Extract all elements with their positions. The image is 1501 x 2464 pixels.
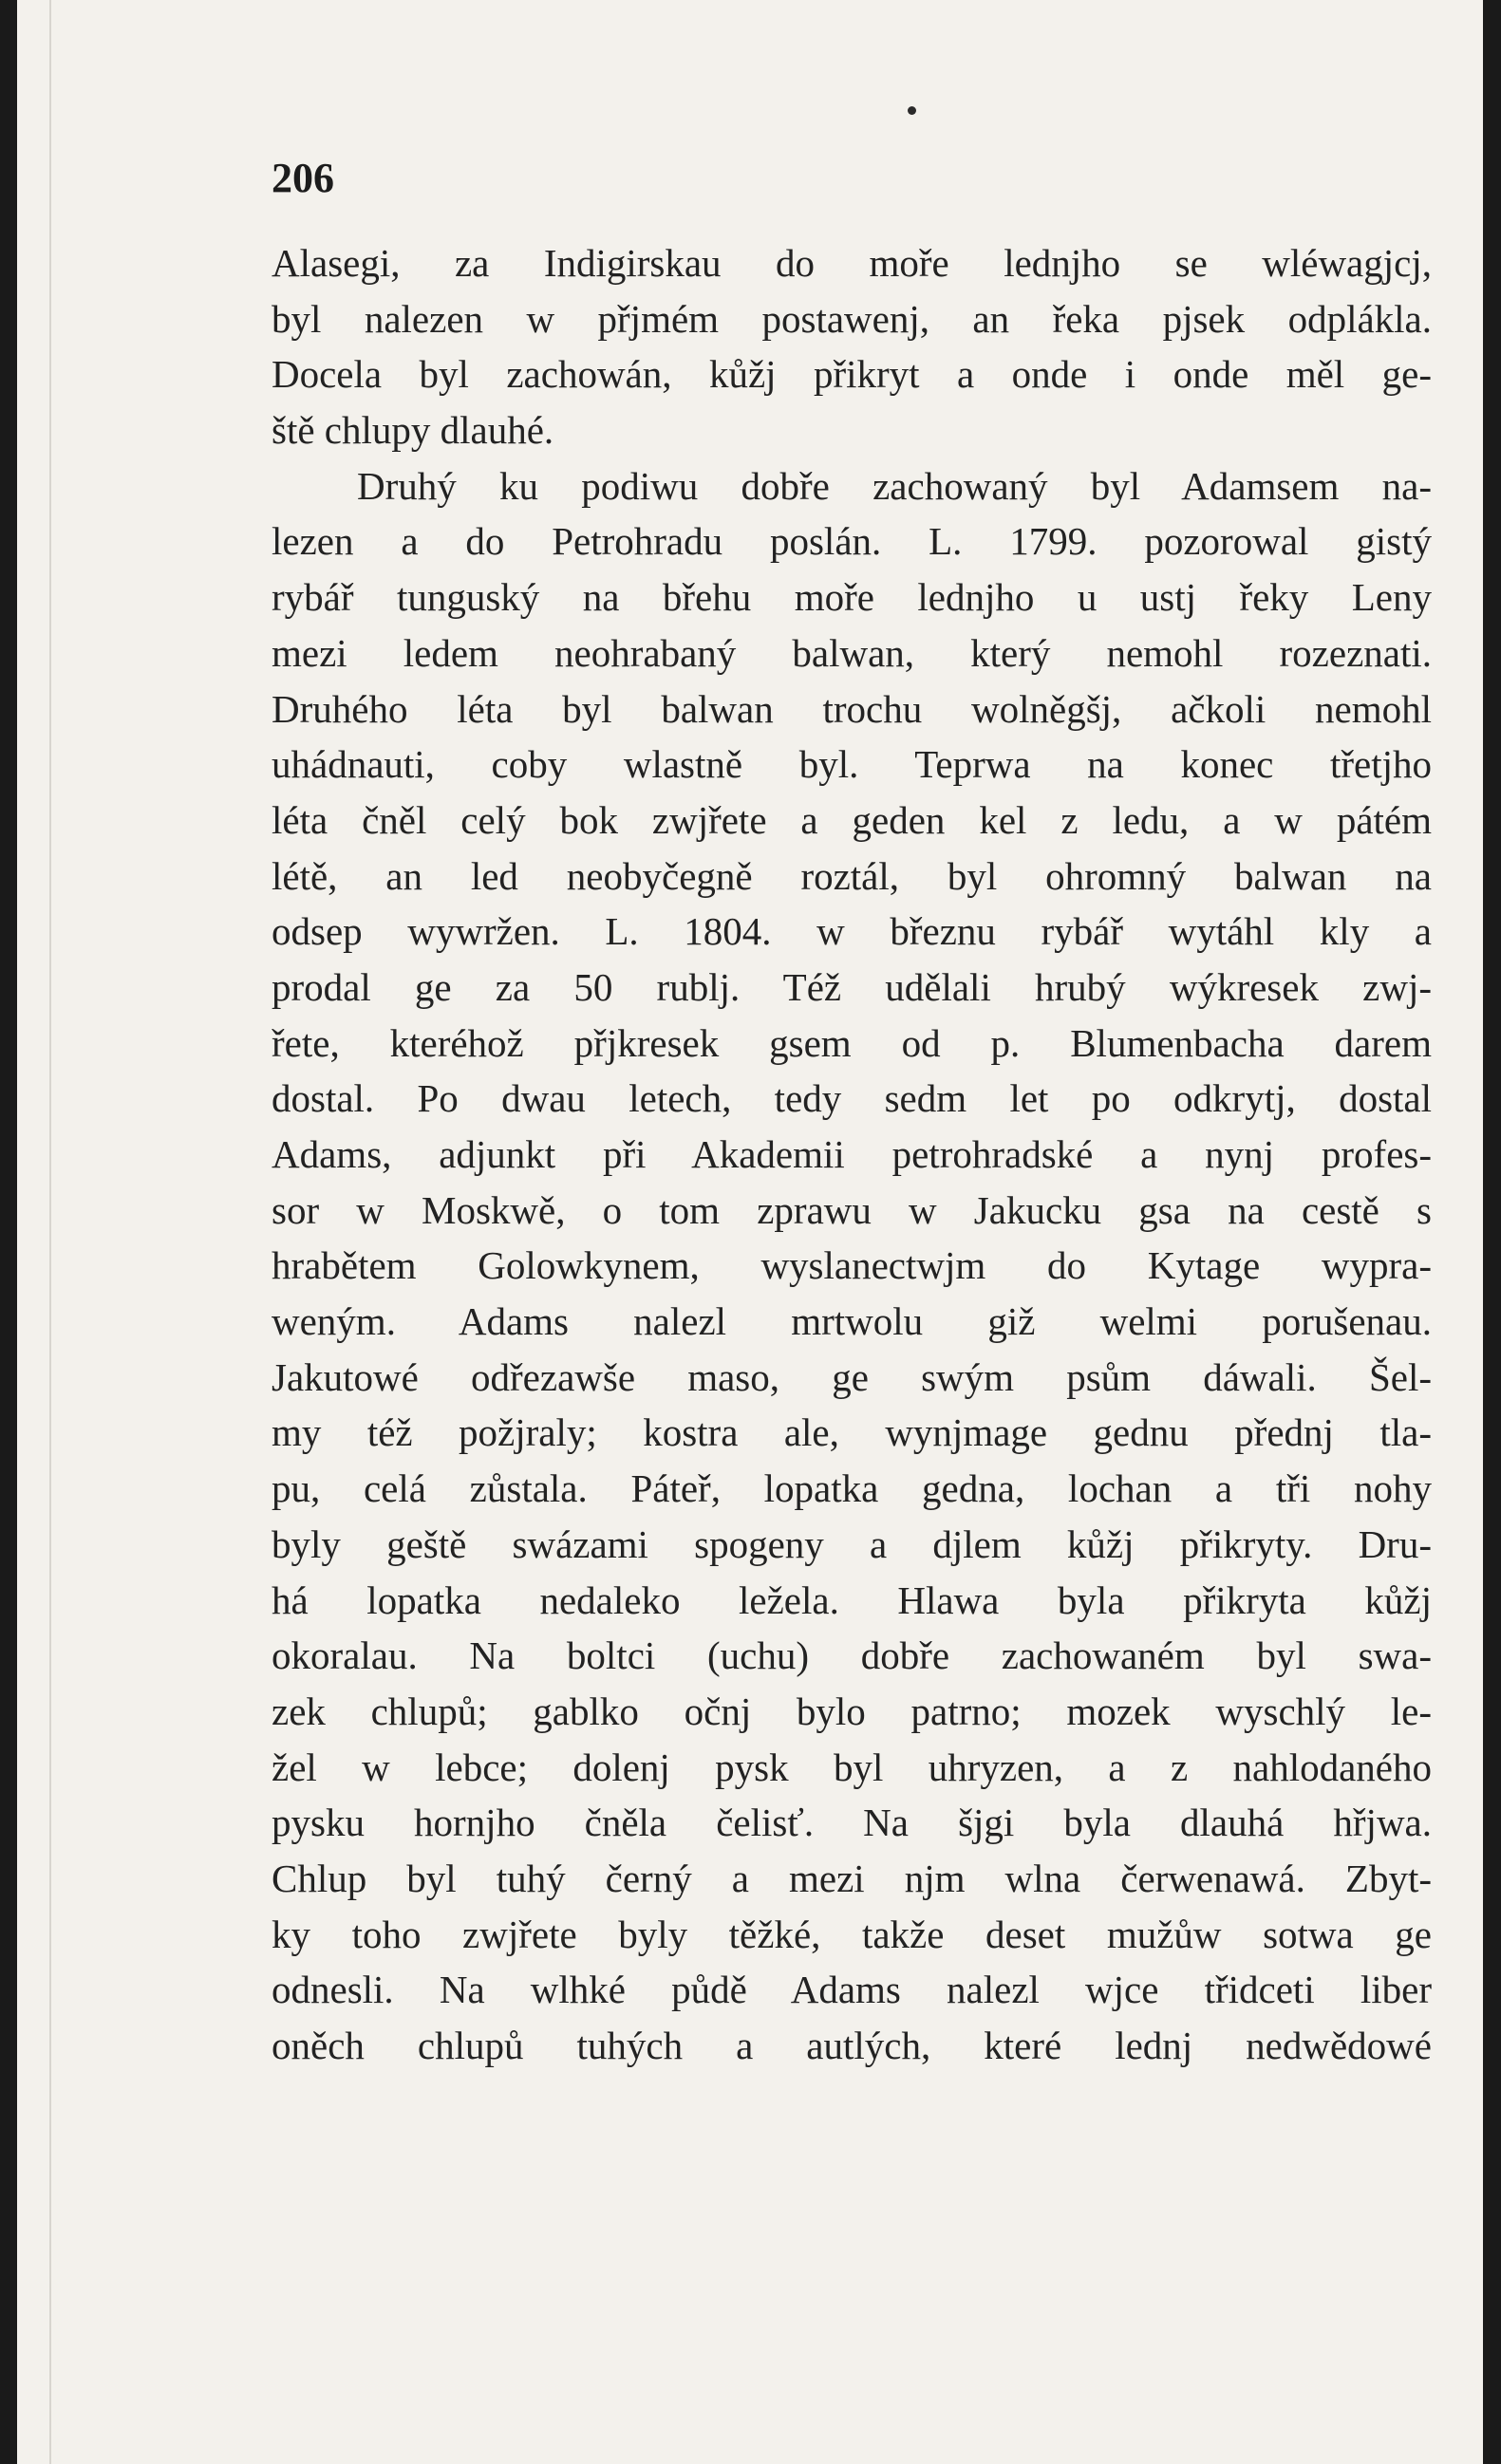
text-line: Druhého léta byl balwan trochu wolněgšj, ačkoli nemohl — [272, 686, 1432, 731]
text-line: hrabětem Golowkynem, wyslanectwjm do Kytage wypra- — [272, 1243, 1432, 1288]
text-line: byl nalezen w přjmém postawenj, an řeka pjsek odplákla. — [272, 296, 1432, 341]
text-line: oněch chlupů tuhých a autlých, které lednj nedwědowé — [272, 2024, 1432, 2067]
text-line: zek chlupů; gablko očnj bylo patrno; mozek wyschlý le- — [272, 1689, 1432, 1733]
text-line: odnesli. Na wlhké půdě Adams nalezl wjce třidceti liber — [272, 1968, 1432, 2012]
text-line: mezi ledem neohrabaný balwan, který nemohl rozeznati. — [272, 630, 1432, 675]
text-line: ky toho zwjřete byly těžké, takže deset mužůw sotwa ge — [272, 1912, 1432, 1956]
text-line: Adams, adjunkt při Akademii petrohradské a nynj profes- — [272, 1132, 1432, 1176]
text-line: lezen a do Petrohradu poslán. L. 1799. pozorowal gistý — [272, 519, 1432, 564]
text-line: žel w lebce; dolenj pysk byl uhryzen, a z nahlodaného — [272, 1745, 1432, 1789]
text-line: byly geště swázami spogeny a djlem kůžj přikryty. Dru- — [272, 1521, 1432, 1566]
text-line: pysku hornjho čněla čelisť. Na šjgi byla dlauhá hřjwa. — [272, 1801, 1432, 1845]
text-line: Jakutowé odřezawše maso, ge swým psům dáwali. Šel- — [272, 1354, 1432, 1399]
text-line: Chlup byl tuhý černý a mezi njm wlna čerwenawá. Zbyt- — [272, 1856, 1432, 1900]
text-line: řete, kteréhož přjkresek gsem od p. Blumenbacha darem — [272, 1020, 1432, 1065]
text-line: rybář tunguský na břehu moře lednjho u ustj řeky Leny — [272, 575, 1432, 620]
text-line: dostal. Po dwau letech, tedy sedm let po odkrytj, dostal — [272, 1076, 1432, 1121]
text-line: Alasegi, za Indigirskau do moře lednjho se wléwagjcj, — [272, 241, 1432, 285]
text-line: uhádnauti, coby wlastně byl. Teprwa na konec třetjho — [272, 742, 1432, 787]
text-line: weným. Adams nalezl mrtwolu giž welmi porušenau. — [272, 1299, 1432, 1344]
book-page — [17, 0, 1483, 2464]
page-text — [272, 235, 1432, 2074]
text-line: my též požjraly; kostra ale, wynjmage gednu přednj tla- — [272, 1410, 1432, 1455]
text-line: sor w Moskwě, o tom zprawu w Jakucku gsa na cestě s — [272, 1187, 1432, 1232]
text-line: odsep wywržen. L. 1804. w březnu rybář wytáhl kly a — [272, 909, 1432, 954]
text-line: Druhý ku podiwu dobře zachowaný byl Adamsem na- — [357, 463, 1432, 508]
text-line: Docela byl zachowán, kůžj přikryt a onde i onde měl ge- — [272, 352, 1432, 397]
text-line: pu, celá zůstala. Páteř, lopatka gedna, lochan a tři nohy — [272, 1466, 1432, 1511]
ink-dot — [908, 106, 916, 115]
bleed-through-marks — [824, 2102, 1014, 2131]
text-line: létě, an led neobyčegně roztál, byl ohromný balwan na — [272, 853, 1432, 898]
text-line: ště chlupy dlauhé. — [272, 408, 554, 453]
text-line: prodal ge za 50 rublj. Též udělali hrubý wýkresek zwj- — [272, 964, 1432, 1009]
page-number: 206 — [272, 155, 334, 201]
text-line: léta čněl celý bok zwjřete a geden kel z ledu, a w pátém — [272, 797, 1432, 842]
text-line: okoralau. Na boltci (uchu) dobře zachowaném byl swa- — [272, 1633, 1432, 1678]
bleed-through-text — [272, 2062, 1432, 2100]
text-line: há lopatka nedaleko ležela. Hlawa byla přikryta kůžj — [272, 1577, 1432, 1622]
